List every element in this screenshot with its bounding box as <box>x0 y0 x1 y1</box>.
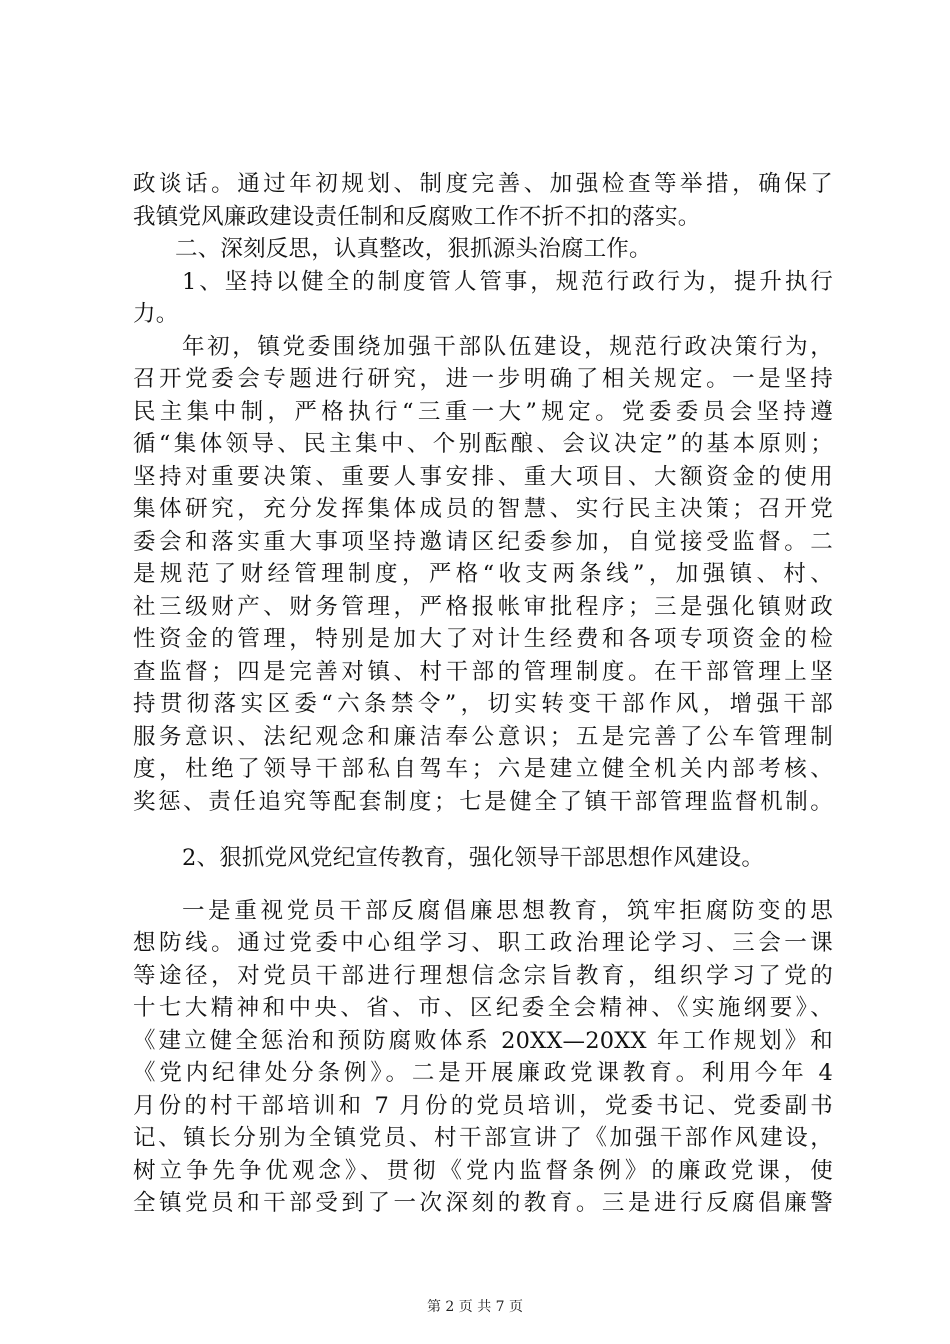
text-line: 一是重视党员干部反腐倡廉思想教育，筑牢拒腐防变的思 <box>182 897 833 924</box>
text-line: 年初，镇党委围绕加强干部队伍建设，规范行政决策行为， <box>182 333 833 360</box>
text-line: 是规范了财经管理制度，严格“收支两条线”，加强镇、村、 <box>133 561 833 587</box>
text-line: 社三级财产、财务管理，严格报帐审批程序；三是强化镇财政 <box>133 593 833 620</box>
text-line: 《建立健全惩治和预防腐败体系 20XX—20XX 年工作规划》和 <box>133 1027 833 1054</box>
text-line: 循“集体领导、民主集中、个别酝酿、会议决定”的基本原则； <box>133 431 833 457</box>
text-line: 我镇党风廉政建设责任制和反腐败工作不折不扣的落实。 <box>133 203 701 230</box>
text-line: 树立争先争优观念》、贯彻《党内监督条例》的廉政党课，使 <box>133 1157 833 1184</box>
text-line: 记、镇长分别为全镇党员、村干部宣讲了《加强干部作风建设， <box>133 1125 833 1151</box>
text-line: 《党内纪律处分条例》。二是开展廉政党课教育。利用今年 4 <box>133 1060 833 1086</box>
page-number-footer: 第 2 页 共 7 页 <box>426 1299 524 1315</box>
text-line: 力。 <box>133 301 179 327</box>
text-line: 等途径，对党员干部进行理想信念宗旨教育，组织学习了党的 <box>133 962 833 989</box>
text-line: 集体研究，充分发挥集体成员的智慧、实行民主决策；召开党 <box>133 496 833 522</box>
text-line: 委会和落实重大事项坚持邀请区纪委参加，自觉接受监督。二 <box>133 528 833 555</box>
text-line: 性资金的管理，特别是加大了对计生经费和各项专项资金的检 <box>133 626 833 652</box>
text-line: 想防线。通过党委中心组学习、职工政治理论学习、三会一课 <box>133 930 833 956</box>
text-line: 政谈话。通过年初规划、制度完善、加强检查等举措，确保了 <box>133 171 833 197</box>
text-line: 持贯彻落实区委“六条禁令”，切实转变干部作风，增强干部 <box>133 691 833 717</box>
subsection-heading: 2、狠抓党风党纪宣传教育，强化领导干部思想作风建设。 <box>182 845 765 871</box>
text-line: 民主集中制，严格执行“三重一大”规定。党委委员会坚持遵 <box>133 398 833 425</box>
text-line: 召开党委会专题进行研究，进一步明确了相关规定。一是坚持 <box>133 366 833 392</box>
document-body <box>133 168 833 1220</box>
subsection-heading: 1、坚持以健全的制度管人管事，规范行政行为，提升执行 <box>182 268 833 295</box>
text-line: 十七大精神和中央、省、市、区纪委全会精神、《实施纲要》、 <box>133 995 833 1021</box>
text-line: 度，杜绝了领导干部私自驾车；六是建立健全机关内部考核、 <box>133 756 833 782</box>
section-heading: 二、深刻反思，认真整改，狠抓源头治腐工作。 <box>175 236 652 262</box>
text-line: 奖惩、责任追究等配套制度；七是健全了镇干部管理监督机制。 <box>133 788 833 815</box>
text-line: 月份的村干部培训和 7 月份的党员培训，党委书记、党委副书 <box>133 1092 833 1119</box>
text-line: 全镇党员和干部受到了一次深刻的教育。三是进行反腐倡廉警 <box>133 1190 833 1216</box>
text-line: 服务意识、法纪观念和廉洁奉公意识；五是完善了公车管理制 <box>133 723 833 750</box>
text-line: 坚持对重要决策、重要人事安排、重大项目、大额资金的使用 <box>133 463 833 490</box>
text-line: 查监督；四是完善对镇、村干部的管理制度。在干部管理上坚 <box>133 658 833 685</box>
